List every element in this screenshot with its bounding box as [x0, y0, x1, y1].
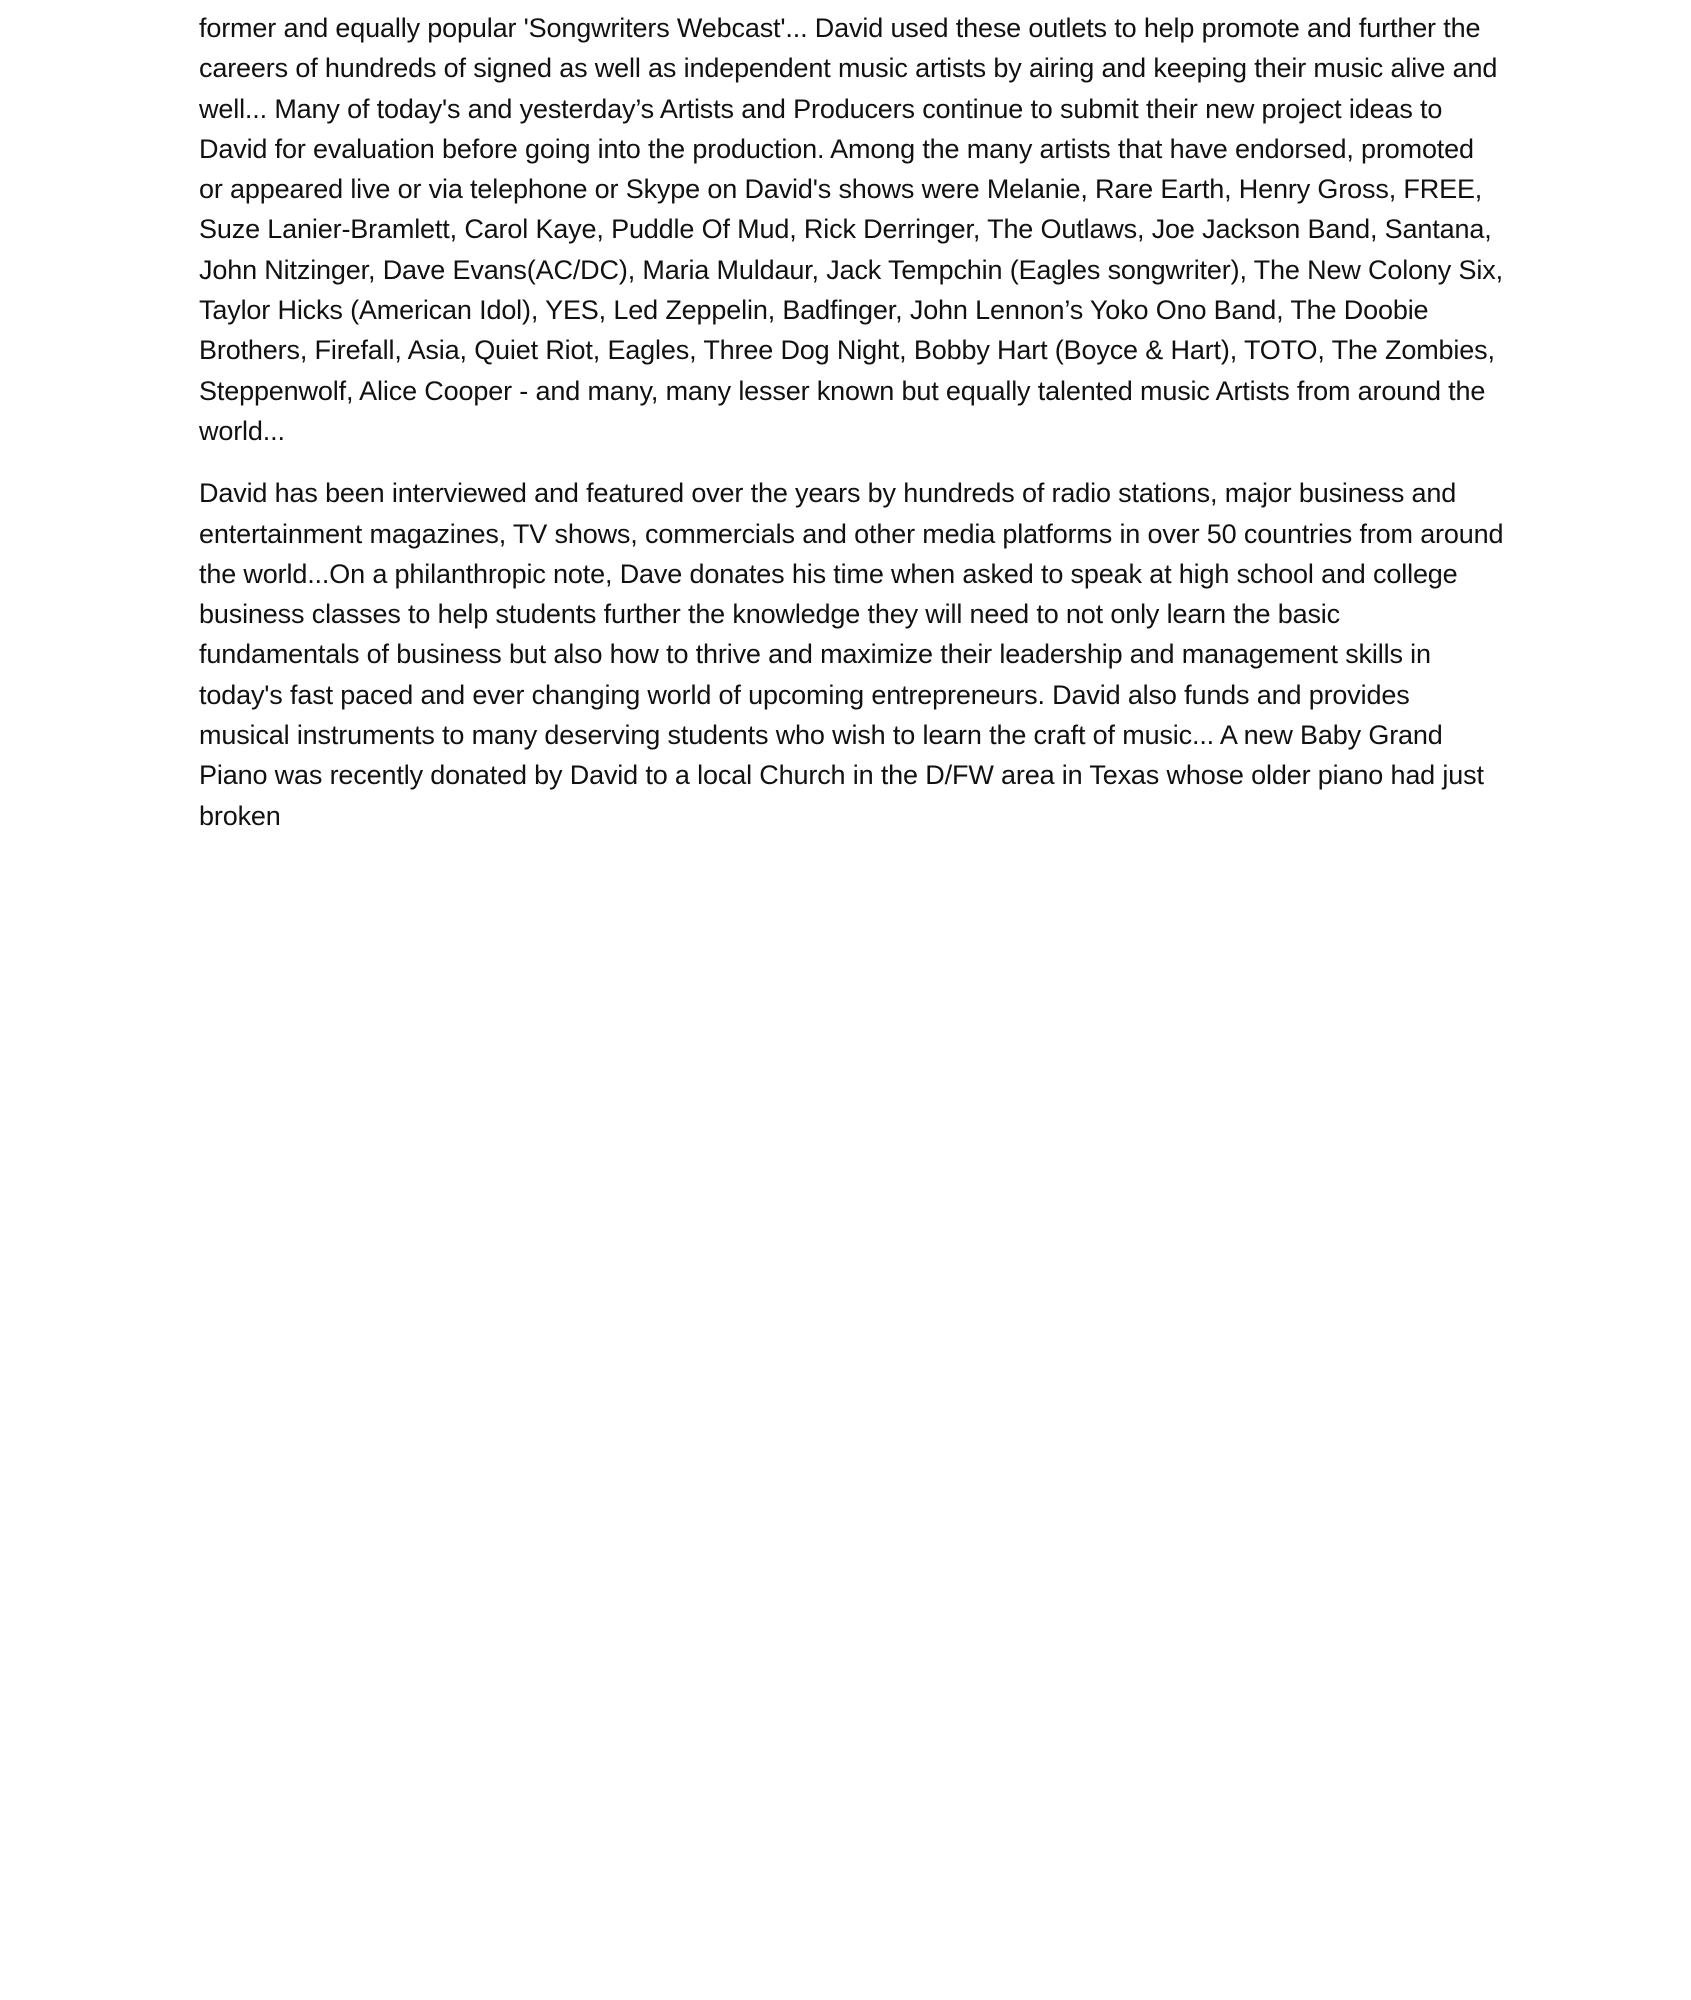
paragraph-artists: former and equally popular 'Songwriters Webcast'... David used these outlets to help promote and further the careers of hundreds of signed as well as independent music artists by airing and keeping their music alive and well... Many of today's and yesterday’s Artists and Producers continue to submit their new project ideas to David for evaluation before going into the production. Among the many artists that have endorsed, promoted or appeared live or via telephone or Skype on David's shows were Melanie, Rare Earth, Henry Gross, FREE, Suze Lanier-Bramlett, Carol Kaye, Puddle Of Mud, Rick Derringer, The Outlaws, Joe Jackson Band, Santana, John Nitzinger, Dave Evans(AC/DC), Maria Muldaur, Jack Tempchin (Eagles songwriter), The New Colony Six, Taylor Hicks (American Idol), YES, Led Zeppelin, Badfinger, John Lennon’s Yoko Ono Band, The Doobie Brothers, Firefall, Asia, Quiet Riot, Eagles, Three Dog Night, Bobby Hart (Boyce & Hart), TOTO, The Zombies, Steppenwolf, Alice Cooper - and many, many lesser known but equally talented music Artists from around the world...: [199, 13, 1503, 446]
document-body: [199, 8, 1504, 858]
paragraph-philanthropy: David has been interviewed and featured over the years by hundreds of radio stations, major business and entertainment magazines, TV shows, commercials and other media platforms in over 50 countries from around the world...On a philanthropic note, Dave donates his time when asked to speak at high school and college business classes to help students further the knowledge they will need to not only learn the basic fundamentals of business but also how to thrive and maximize their leadership and management skills in today's fast paced and ever changing world of upcoming entrepreneurs. David also funds and provides musical instruments to many deserving students who wish to learn the craft of music... A new Baby Grand Piano was recently donated by David to a local Church in the D/FW area in Texas whose older piano had just broken: [199, 478, 1504, 831]
